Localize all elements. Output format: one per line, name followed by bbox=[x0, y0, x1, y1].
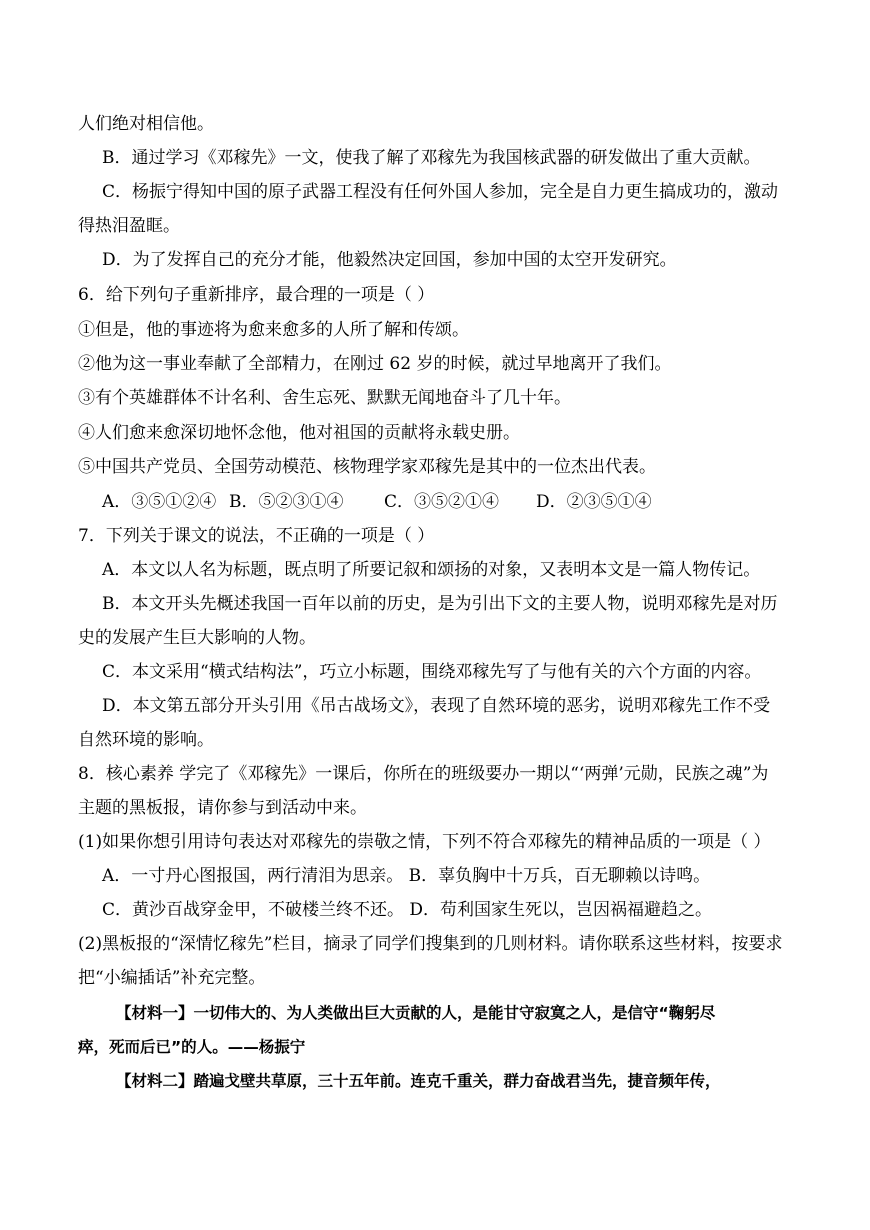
q6-option-b: B．⑤②③①④ bbox=[229, 492, 344, 512]
q5-option-c-cont: 得热泪盈眶。 bbox=[78, 216, 180, 236]
q8-options-cd: C．黄沙百战穿金甲，不破楼兰终不还。 D．苟利国家生死以，岂因祸福避趋之。 bbox=[102, 900, 713, 920]
material-1-cont: 瘁，死而后已”的人。——杨振宁 bbox=[78, 1038, 306, 1056]
q7-stem: 7．下列关于课文的说法，不正确的一项是（ ） bbox=[78, 526, 435, 546]
q8-part-2: (2)黑板报的“深情忆稼先”栏目，摘录了同学们搜集到的几则材料。请你联系这些材料，按要求 bbox=[78, 934, 783, 954]
q8-stem-cont: 主题的黑板报，请你参与到活动中来。 bbox=[78, 798, 367, 818]
q5-cont: 人们绝对相信他。 bbox=[78, 114, 214, 134]
q7-option-d: D．本文第五部分开头引用《吊古战场文》，表现了自然环境的恶劣，说明邓稼先工作不受 bbox=[102, 696, 771, 716]
q6-sentence-5: ⑤中国共产党员、全国劳动模范、核物理学家邓稼先是其中的一位杰出代表。 bbox=[78, 457, 656, 477]
q6-sentence-1: ①但是，他的事迹将为愈来愈多的人所了解和传颂。 bbox=[78, 320, 469, 340]
q7-option-a: A．本文以人名为标题，既点明了所要记叙和颂扬的对象，又表明本文是一篇人物传记。 bbox=[102, 560, 761, 580]
q6-options bbox=[102, 490, 652, 514]
q5-option-b: B．通过学习《邓稼先》一文，使我了解了邓稼先为我国核武器的研发做出了重大贡献。 bbox=[102, 148, 761, 168]
q5-option-d: D．为了发挥自己的充分才能，他毅然决定回国，参加中国的太空开发研究。 bbox=[102, 250, 677, 270]
material-1: 【材料一】一切伟大的、为人类做出巨大贡献的人，是能甘守寂寞之人，是信守“鞠躬尽 bbox=[116, 1004, 716, 1022]
q7-option-b-cont: 史的发展产生巨大影响的人物。 bbox=[78, 628, 316, 648]
q6-option-a: A．③⑤①②④ bbox=[102, 492, 217, 512]
q6-sentence-2: ②他为这一事业奉献了全部精力，在刚过 62 岁的时候，就过早地离开了我们。 bbox=[78, 354, 672, 374]
q8-part-2-cont: 把“小编插话”补充完整。 bbox=[78, 968, 266, 988]
q6-option-c: C．③⑤②①④ bbox=[384, 492, 500, 512]
q6-sentence-3: ③有个英雄群体不计名利、舍生忘死、默默无闻地奋斗了几十年。 bbox=[78, 388, 571, 408]
q8-part-1: (1)如果你想引用诗句表达对邓稼先的崇敬之情，下列不符合邓稼先的精神品质的一项是（ ） bbox=[78, 832, 771, 852]
material-2: 【材料二】踏遍戈壁共草原，三十五年前。连克千重关，群力奋战君当先，捷音频年传， bbox=[116, 1072, 721, 1090]
q8-options-ab: A．一寸丹心图报国，两行清泪为思亲。 B．辜负胸中十万兵，百无聊赖以诗鸣。 bbox=[102, 866, 711, 886]
q8-stem: 8．核心素养 学完了《邓稼先》一课后，你所在的班级要办一期以“‘两弹’元勋，民族之魂”为 bbox=[78, 764, 769, 784]
q6-sentence-4: ④人们愈来愈深切地怀念他，他对祖国的贡献将永载史册。 bbox=[78, 423, 520, 443]
q5-option-c: C．杨振宁得知中国的原子武器工程没有任何外国人参加，完全是自力更生搞成功的，激动 bbox=[102, 182, 779, 202]
q6-stem: 6．给下列句子重新排序，最合理的一项是（ ） bbox=[78, 285, 435, 305]
q7-option-d-cont: 自然环境的影响。 bbox=[78, 730, 214, 750]
q6-option-d: D．②③⑤①④ bbox=[536, 492, 652, 512]
q7-option-b: B．本文开头先概述我国一百年以前的历史，是为引出下文的主要人物，说明邓稼先是对历 bbox=[102, 594, 778, 614]
q7-option-c: C．本文采用“横式结构法”，巧立小标题，围绕邓稼先写了与他有关的六个方面的内容。 bbox=[102, 662, 762, 682]
